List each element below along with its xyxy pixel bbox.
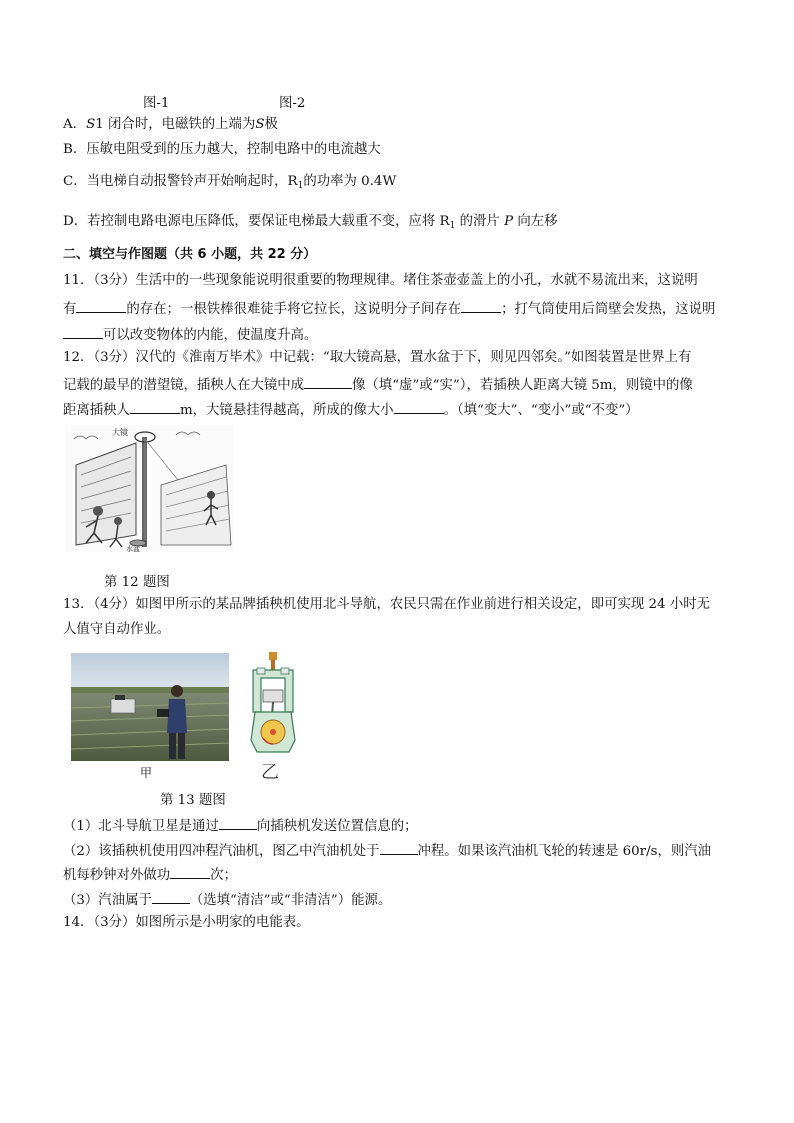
figure-2-label: 图-2: [279, 96, 306, 111]
four-stroke-engine-diagram: [249, 652, 297, 782]
answer-blank[interactable]: [130, 399, 180, 414]
q12-line-2: 记载的最早的潜望镜，插秧人在大镜中成 像（填“虚”或“实”），若插秧人距离大镜 5m，则镜中的像: [63, 374, 693, 395]
figure-jia-label: 甲: [140, 766, 153, 780]
q13-sub-3: 机每秒钟对外做功 次；: [63, 864, 237, 885]
answer-blank[interactable]: [219, 815, 257, 830]
basin-label: 水盆: [126, 545, 140, 552]
q12-figure-caption: 第 12 题图: [104, 575, 170, 590]
option-a: A．S1 闭合时，电磁铁的上端为S极: [63, 117, 278, 132]
q13-figure-caption: 第 13 题图: [160, 793, 226, 808]
option-c: C．当电梯自动报警铃声开始响起时，$R_1$的功率为 0.4W: [63, 174, 397, 191]
q13-sub-1: （1）北斗导航卫星是通过 向插秧机发送位置信息的；: [63, 815, 418, 836]
answer-blank[interactable]: [394, 399, 444, 414]
figure-yi-label: 乙: [261, 762, 279, 782]
periscope-illustration: [66, 425, 234, 552]
figure-1-label: 图-1: [143, 96, 170, 111]
q13-sub-2: （2）该插秧机使用四冲程汽油机，图乙中汽油机处于 冲程。如果该汽油机飞轮的转速是 60r/s，则汽油: [63, 840, 711, 861]
q14-line-1: 14．（3分）如图所示是小明家的电能表。: [63, 915, 310, 930]
q12-line-3: 距离插秧人 m，大镜悬挂得越高，所成的像大小 。（填“变大”、“变小”或“不变”）: [63, 399, 639, 420]
q13-sub-4: （3）汽油属于 （选填“清洁”或“非清洁”）能源。: [63, 889, 391, 910]
option-b: B．压敏电阻受到的压力越大，控制电路中的电流越大: [63, 142, 381, 157]
answer-blank[interactable]: [76, 298, 126, 313]
answer-blank[interactable]: [304, 374, 352, 389]
answer-blank[interactable]: [170, 864, 210, 879]
answer-blank[interactable]: [63, 324, 103, 339]
q12-line-1: 12．（3分）汉代的《淮南万毕术》中记载：“取大镜高悬，置水盆于下，则见四邻矣。”如图装置是世界上有: [63, 350, 692, 365]
q13-line-1: 13．（4分）如图甲所示的某品牌插秧机使用北斗导航，农民只需在作业前进行相关设定，即可实现 24 小时无: [63, 597, 710, 612]
q11-line-1: 11．（3分）生活中的一些现象能说明很重要的物理规律。堵住茶壶壶盖上的小孔，水就不易流出来，这说明: [63, 273, 698, 288]
rice-transplanter-photo: [71, 653, 229, 761]
answer-blank[interactable]: [152, 889, 190, 904]
option-d: D．若控制电路电源电压降低，要保证电梯最大载重不变，应将 $R_1$ 的滑片 P 向左移: [63, 214, 558, 231]
mirror-label: 大镜: [112, 428, 128, 437]
answer-blank[interactable]: [380, 840, 418, 855]
answer-blank[interactable]: [461, 298, 501, 313]
q11-line-3: 可以改变物体的内能，使温度升高。: [63, 324, 317, 345]
q11-line-2: 有 的存在；一根铁棒很难徒手将它拉长，这说明分子间存在 ；打气筒使用后筒壁会发热，这说明: [63, 298, 715, 319]
section-2-heading: 二、填空与作图题（共 6 小题，共 22 分）: [63, 247, 317, 262]
q13-line-2: 人值守自动作业。: [63, 622, 171, 637]
